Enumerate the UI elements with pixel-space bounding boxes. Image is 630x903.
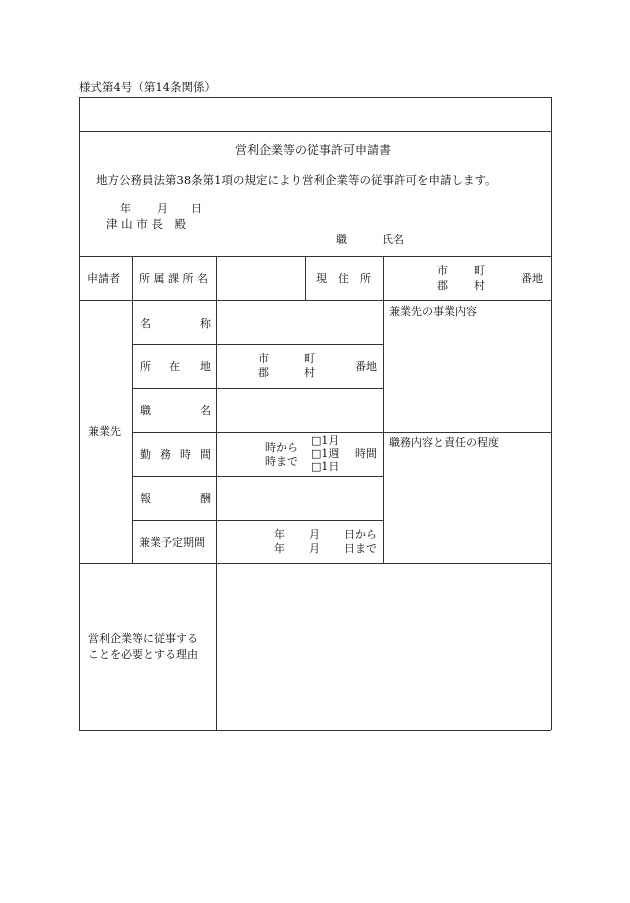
- form-number: 様式第4号（第14条関係）: [79, 80, 216, 94]
- reason-label-line1: 営利企業等に従事する: [88, 632, 198, 645]
- hours-label-a: 勤: [140, 448, 151, 461]
- location-label-c: 地: [200, 360, 211, 373]
- position-label-a: 職: [140, 404, 151, 417]
- address-mura: 村: [474, 279, 485, 292]
- address-banchi: 番地: [521, 272, 543, 285]
- addressee: 津 山 市 長 殿: [106, 217, 186, 231]
- position-label-b: 名: [200, 404, 211, 417]
- name-label-b: 称: [200, 317, 211, 330]
- period-from-year: 年: [274, 528, 285, 541]
- location-banchi: 番地: [355, 360, 377, 373]
- location-gun: 郡: [258, 366, 269, 379]
- hours-to: 時まで: [265, 455, 298, 468]
- address-gun: 郡: [437, 279, 448, 292]
- per-month-checkbox[interactable]: □1月: [311, 434, 340, 447]
- per-week-checkbox[interactable]: □1週: [311, 447, 340, 460]
- address-machi: 町: [474, 264, 485, 277]
- period-to-year: 年: [274, 542, 285, 555]
- period-to-month: 月: [309, 542, 320, 555]
- location-label-b: 在: [169, 360, 180, 373]
- period-to-day: 日まで: [344, 542, 377, 555]
- address-label: 現 住 所: [316, 272, 371, 285]
- date-month: 月: [157, 202, 168, 215]
- dept-label: 所 属 課 所 名: [139, 272, 208, 285]
- intro-text: 地方公務員法第38条第1項の規定により営利企業等の従事許可を申請します。: [96, 173, 497, 187]
- date-day: 日: [191, 202, 202, 215]
- pay-label-a: 報: [140, 492, 151, 505]
- date-year: 年: [120, 202, 131, 215]
- hours-from: 時から: [265, 441, 298, 454]
- period-label: 兼業予定期間: [139, 536, 205, 549]
- hours-unit: 時間: [355, 447, 377, 460]
- signature-name: 氏名: [382, 233, 404, 246]
- side-job-label: 兼業先: [88, 425, 121, 438]
- name-label-a: 名: [140, 317, 151, 330]
- business-content-label: 兼業先の事業内容: [389, 305, 477, 318]
- address-shi: 市: [437, 264, 448, 277]
- reason-label-line2: ことを必要とする理由: [88, 648, 198, 661]
- location-label-a: 所: [140, 360, 151, 373]
- pay-label-b: 酬: [200, 492, 211, 505]
- location-shi: 市: [258, 352, 269, 365]
- signature-position: 職: [336, 233, 347, 246]
- form-title: 営利企業等の従事許可申請書: [235, 143, 392, 157]
- period-from-month: 月: [309, 528, 320, 541]
- hours-label-d: 間: [200, 448, 211, 461]
- duties-label: 職務内容と責任の程度: [389, 436, 499, 449]
- period-from-day: 日から: [344, 528, 377, 541]
- hours-label-c: 時: [180, 448, 191, 461]
- hours-label-b: 務: [160, 448, 171, 461]
- per-day-checkbox[interactable]: □1日: [311, 460, 340, 473]
- location-mura: 村: [304, 366, 315, 379]
- applicant-label: 申請者: [87, 272, 120, 285]
- location-machi: 町: [304, 352, 315, 365]
